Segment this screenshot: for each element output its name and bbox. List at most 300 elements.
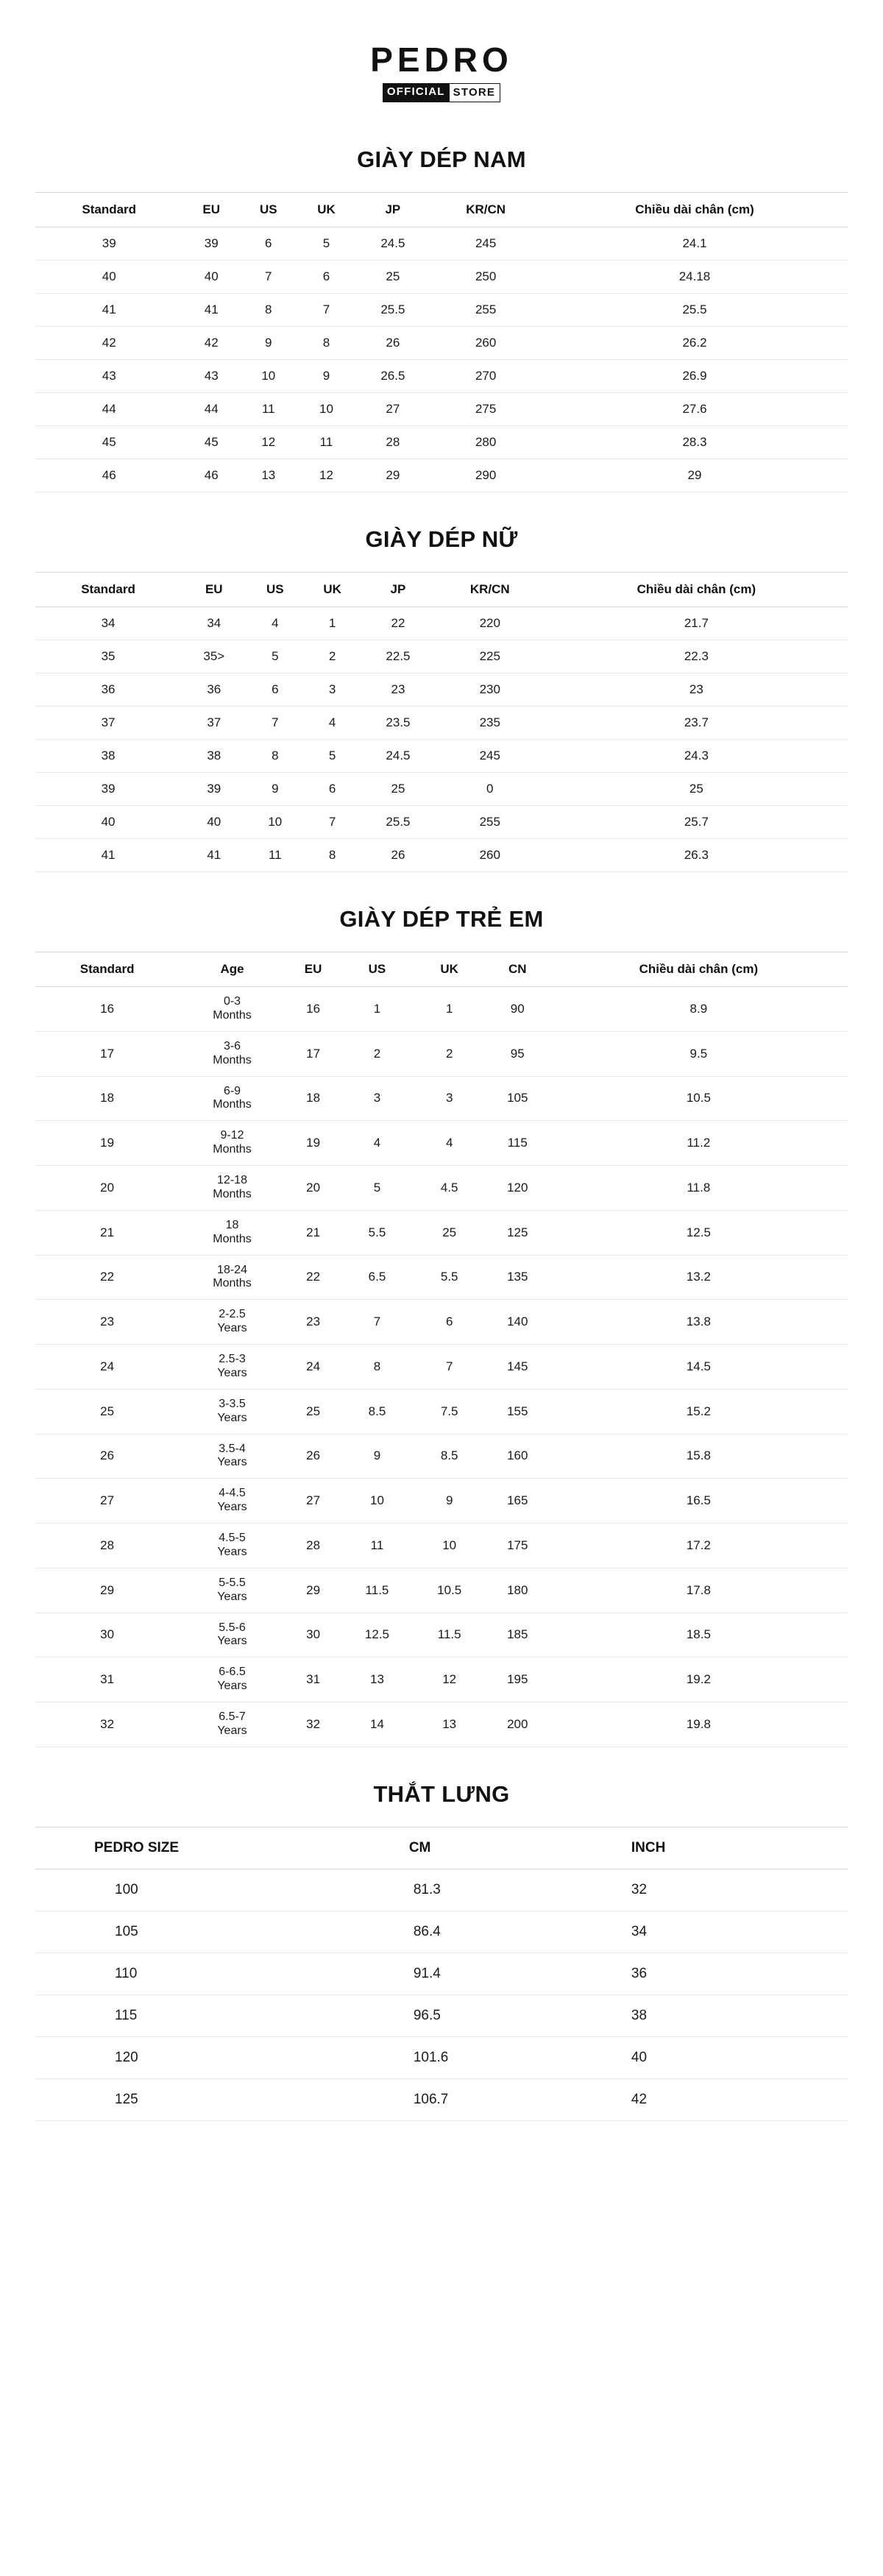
table-cell: 140	[486, 1300, 550, 1345]
table-cell: 125	[35, 2078, 409, 2120]
table-cell: 10	[240, 360, 297, 393]
table-cell: 22	[361, 607, 435, 640]
table-cell: 11.2	[550, 1121, 848, 1166]
table-cell: 3-3.5 Years	[179, 1389, 286, 1434]
table-row	[35, 1524, 848, 1568]
table-header-row	[35, 1827, 848, 1869]
col-header: EU	[286, 952, 341, 987]
table-cell: 26.5	[355, 360, 430, 393]
table-cell: 115	[486, 1121, 550, 1166]
table-cell: 42	[182, 327, 240, 360]
table-cell: 12	[297, 459, 356, 492]
table-cell: 17	[35, 1031, 179, 1076]
table-header-row	[35, 952, 848, 987]
table-cell: 43	[182, 360, 240, 393]
table-cell: 260	[430, 327, 542, 360]
table-cell: 36	[35, 673, 181, 707]
table-cell: 14	[341, 1702, 413, 1747]
table-cell: 40	[628, 2037, 848, 2078]
table-cell: 30	[35, 1613, 179, 1657]
table-cell: 91.4	[409, 1953, 628, 1995]
table-cell: 12-18 Months	[179, 1166, 286, 1211]
table-cell: 245	[430, 227, 542, 261]
table-cell: 22.3	[545, 640, 848, 673]
table-cell: 12.5	[341, 1613, 413, 1657]
table-cell: 9	[414, 1479, 486, 1524]
table-cell: 23	[35, 1300, 179, 1345]
table-cell: 6-9 Months	[179, 1076, 286, 1121]
col-header: JP	[361, 573, 435, 607]
table-cell: 28	[286, 1524, 341, 1568]
table-cell: 24.3	[545, 740, 848, 773]
table-cell: 7.5	[414, 1389, 486, 1434]
table-cell: 11.8	[550, 1166, 848, 1211]
table-cell: 5	[303, 740, 361, 773]
size-table-kids	[35, 952, 848, 1747]
col-header: UK	[297, 193, 356, 227]
table-cell: 18-24 Months	[179, 1255, 286, 1300]
table-cell: 16	[35, 987, 179, 1032]
table-cell: 15.8	[550, 1434, 848, 1479]
table-cell: 40	[35, 261, 182, 294]
table-cell: 18.5	[550, 1613, 848, 1657]
table-cell: 23	[286, 1300, 341, 1345]
table-cell: 31	[35, 1657, 179, 1702]
table-cell: 28.3	[542, 426, 848, 459]
table-cell: 180	[486, 1568, 550, 1613]
table-row	[35, 740, 848, 773]
brand-tagline-store: STORE	[450, 83, 500, 102]
col-header: Chiều dài chân (cm)	[545, 573, 848, 607]
table-cell: 30	[286, 1613, 341, 1657]
table-cell: 45	[35, 426, 182, 459]
table-cell: 19.8	[550, 1702, 848, 1747]
table-cell: 5	[247, 640, 303, 673]
table-cell: 105	[35, 1911, 409, 1953]
table-row	[35, 1210, 848, 1255]
table-cell: 3-6 Months	[179, 1031, 286, 1076]
table-cell: 26	[35, 1434, 179, 1479]
table-cell: 5.5	[341, 1210, 413, 1255]
table-cell: 96.5	[409, 1995, 628, 2037]
table-cell: 5	[341, 1166, 413, 1211]
col-header: PEDRO SIZE	[35, 1827, 409, 1869]
table-cell: 25.5	[361, 806, 435, 839]
table-cell: 280	[430, 426, 542, 459]
table-cell: 42	[628, 2078, 848, 2120]
table-cell: 0-3 Months	[179, 987, 286, 1032]
table-cell: 22	[286, 1255, 341, 1300]
table-cell: 8	[341, 1345, 413, 1390]
table-cell: 5-5.5 Years	[179, 1568, 286, 1613]
table-row	[35, 1434, 848, 1479]
table-cell: 37	[35, 707, 181, 740]
table-cell: 36	[628, 1953, 848, 1995]
table-cell: 255	[435, 806, 545, 839]
table-cell: 35>	[181, 640, 247, 673]
table-row	[35, 1300, 848, 1345]
table-body-kids	[35, 987, 848, 1747]
col-header: CM	[409, 1827, 628, 1869]
table-cell: 15.2	[550, 1389, 848, 1434]
table-row	[35, 1121, 848, 1166]
table-cell: 38	[35, 740, 181, 773]
table-cell: 3.5-4 Years	[179, 1434, 286, 1479]
table-cell: 250	[430, 261, 542, 294]
table-cell: 6	[240, 227, 297, 261]
size-table-men	[35, 192, 848, 492]
table-cell: 8	[303, 839, 361, 872]
table-row	[35, 673, 848, 707]
section-title-men: GIÀY DÉP NAM	[357, 146, 526, 172]
col-header: US	[247, 573, 303, 607]
table-cell: 46	[182, 459, 240, 492]
table-cell: 27.6	[542, 393, 848, 426]
table-cell: 17.2	[550, 1524, 848, 1568]
table-cell: 26.3	[545, 839, 848, 872]
col-header: JP	[355, 193, 430, 227]
table-cell: 260	[435, 839, 545, 872]
table-cell: 42	[35, 327, 182, 360]
table-row	[35, 607, 848, 640]
table-cell: 120	[35, 2037, 409, 2078]
col-header: KR/CN	[435, 573, 545, 607]
table-row	[35, 1389, 848, 1434]
table-cell: 12	[240, 426, 297, 459]
table-cell: 12.5	[550, 1210, 848, 1255]
table-cell: 2	[303, 640, 361, 673]
table-cell: 41	[35, 294, 182, 327]
table-cell: 4.5-5 Years	[179, 1524, 286, 1568]
table-cell: 9	[341, 1434, 413, 1479]
table-row	[35, 2037, 848, 2078]
table-cell: 26	[286, 1434, 341, 1479]
table-cell: 14.5	[550, 1345, 848, 1390]
table-cell: 7	[414, 1345, 486, 1390]
table-cell: 4-4.5 Years	[179, 1479, 286, 1524]
table-cell: 18 Months	[179, 1210, 286, 1255]
table-row	[35, 806, 848, 839]
table-cell: 39	[35, 227, 182, 261]
col-header: UK	[303, 573, 361, 607]
table-cell: 25	[414, 1210, 486, 1255]
table-cell: 1	[303, 607, 361, 640]
table-cell: 6	[297, 261, 356, 294]
table-row	[35, 1702, 848, 1747]
col-header: Standard	[35, 952, 179, 987]
table-cell: 41	[181, 839, 247, 872]
table-cell: 6	[247, 673, 303, 707]
table-cell: 26	[355, 327, 430, 360]
table-cell: 0	[435, 773, 545, 806]
table-cell: 6.5-7 Years	[179, 1702, 286, 1747]
table-cell: 24.18	[542, 261, 848, 294]
table-row	[35, 1657, 848, 1702]
table-cell: 24.5	[361, 740, 435, 773]
table-wrap-kids	[0, 952, 883, 1747]
table-cell: 21	[286, 1210, 341, 1255]
table-cell: 120	[486, 1166, 550, 1211]
table-cell: 8	[247, 740, 303, 773]
table-cell: 255	[430, 294, 542, 327]
table-cell: 11	[297, 426, 356, 459]
table-cell: 32	[35, 1702, 179, 1747]
table-cell: 18	[286, 1076, 341, 1121]
table-cell: 195	[486, 1657, 550, 1702]
table-row	[35, 987, 848, 1032]
table-cell: 125	[486, 1210, 550, 1255]
table-cell: 105	[486, 1076, 550, 1121]
table-cell: 45	[182, 426, 240, 459]
table-cell: 10	[414, 1524, 486, 1568]
table-row	[35, 1911, 848, 1953]
table-cell: 24.5	[355, 227, 430, 261]
table-cell: 28	[355, 426, 430, 459]
table-cell: 29	[286, 1568, 341, 1613]
table-cell: 145	[486, 1345, 550, 1390]
table-cell: 160	[486, 1434, 550, 1479]
table-cell: 3	[303, 673, 361, 707]
table-cell: 1	[341, 987, 413, 1032]
table-cell: 4	[414, 1121, 486, 1166]
table-cell: 20	[286, 1166, 341, 1211]
table-cell: 220	[435, 607, 545, 640]
table-cell: 225	[435, 640, 545, 673]
table-cell: 11.5	[414, 1613, 486, 1657]
section-title-women: GIÀY DÉP NỮ	[365, 526, 518, 552]
table-cell: 8.5	[341, 1389, 413, 1434]
table-cell: 185	[486, 1613, 550, 1657]
table-header-row	[35, 193, 848, 227]
table-cell: 40	[35, 806, 181, 839]
table-cell: 245	[435, 740, 545, 773]
table-row	[35, 261, 848, 294]
table-row	[35, 1076, 848, 1121]
col-header: Chiều dài chân (cm)	[542, 193, 848, 227]
table-cell: 40	[182, 261, 240, 294]
table-cell: 13	[240, 459, 297, 492]
table-cell: 44	[35, 393, 182, 426]
col-header: Standard	[35, 193, 182, 227]
table-cell: 25	[286, 1389, 341, 1434]
table-cell: 2.5-3 Years	[179, 1345, 286, 1390]
table-cell: 16	[286, 987, 341, 1032]
table-cell: 5.5	[414, 1255, 486, 1300]
table-cell: 22.5	[361, 640, 435, 673]
table-cell: 7	[297, 294, 356, 327]
table-cell: 13	[341, 1657, 413, 1702]
table-cell: 165	[486, 1479, 550, 1524]
col-header: CN	[486, 952, 550, 987]
table-header-row	[35, 573, 848, 607]
table-cell: 5	[297, 227, 356, 261]
table-cell: 25	[361, 773, 435, 806]
table-row	[35, 294, 848, 327]
table-cell: 34	[35, 607, 181, 640]
table-cell: 24	[35, 1345, 179, 1390]
table-cell: 19	[286, 1121, 341, 1166]
table-cell: 40	[181, 806, 247, 839]
table-cell: 18	[35, 1076, 179, 1121]
section-title-belt: THẮT LƯNG	[373, 1780, 510, 1807]
table-cell: 35	[35, 640, 181, 673]
table-cell: 106.7	[409, 2078, 628, 2120]
table-cell: 13	[414, 1702, 486, 1747]
table-row	[35, 1255, 848, 1300]
table-cell: 8	[297, 327, 356, 360]
table-cell: 5.5-6 Years	[179, 1613, 286, 1657]
table-row	[35, 1995, 848, 2037]
table-cell: 135	[486, 1255, 550, 1300]
table-cell: 26.2	[542, 327, 848, 360]
table-cell: 6	[303, 773, 361, 806]
table-row	[35, 459, 848, 492]
table-cell: 270	[430, 360, 542, 393]
table-cell: 38	[628, 1995, 848, 2037]
col-header: UK	[414, 952, 486, 987]
table-cell: 27	[35, 1479, 179, 1524]
table-cell: 25	[545, 773, 848, 806]
col-header: KR/CN	[430, 193, 542, 227]
table-cell: 7	[303, 806, 361, 839]
table-row	[35, 360, 848, 393]
table-cell: 29	[35, 1568, 179, 1613]
table-cell: 4	[247, 607, 303, 640]
table-cell: 39	[35, 773, 181, 806]
table-cell: 21	[35, 1210, 179, 1255]
table-cell: 7	[240, 261, 297, 294]
table-cell: 25.7	[545, 806, 848, 839]
table-cell: 34	[628, 1911, 848, 1953]
table-cell: 25	[35, 1389, 179, 1434]
table-cell: 23	[361, 673, 435, 707]
table-cell: 9	[240, 327, 297, 360]
table-row	[35, 640, 848, 673]
table-cell: 7	[247, 707, 303, 740]
table-cell: 81.3	[409, 1869, 628, 1911]
table-cell: 41	[35, 839, 181, 872]
brand-tagline-official: OFFICIAL	[383, 83, 450, 102]
table-cell: 9.5	[550, 1031, 848, 1076]
col-header: US	[240, 193, 297, 227]
table-cell: 23.7	[545, 707, 848, 740]
table-cell: 6-6.5 Years	[179, 1657, 286, 1702]
table-row	[35, 707, 848, 740]
table-cell: 7	[341, 1300, 413, 1345]
table-row	[35, 1869, 848, 1911]
table-cell: 28	[35, 1524, 179, 1568]
table-cell: 8.9	[550, 987, 848, 1032]
table-cell: 8	[240, 294, 297, 327]
col-header: Standard	[35, 573, 181, 607]
size-table-women	[35, 572, 848, 872]
table-cell: 13.2	[550, 1255, 848, 1300]
table-cell: 17	[286, 1031, 341, 1076]
table-cell: 12	[414, 1657, 486, 1702]
table-row	[35, 2078, 848, 2120]
table-cell: 2	[414, 1031, 486, 1076]
table-cell: 230	[435, 673, 545, 707]
brand-tagline	[383, 83, 500, 102]
table-row	[35, 1345, 848, 1390]
table-wrap-men	[0, 192, 883, 492]
table-cell: 21.7	[545, 607, 848, 640]
col-header: INCH	[628, 1827, 848, 1869]
table-cell: 3	[414, 1076, 486, 1121]
table-cell: 4	[341, 1121, 413, 1166]
table-cell: 26.9	[542, 360, 848, 393]
table-row	[35, 393, 848, 426]
table-cell: 86.4	[409, 1911, 628, 1953]
col-header: Chiều dài chân (cm)	[550, 952, 848, 987]
table-row	[35, 227, 848, 261]
table-cell: 9	[297, 360, 356, 393]
table-cell: 110	[35, 1953, 409, 1995]
table-cell: 22	[35, 1255, 179, 1300]
table-cell: 20	[35, 1166, 179, 1211]
table-wrap-women	[0, 572, 883, 872]
table-cell: 4.5	[414, 1166, 486, 1211]
table-cell: 43	[35, 360, 182, 393]
table-cell: 200	[486, 1702, 550, 1747]
col-header: US	[341, 952, 413, 987]
table-cell: 19.2	[550, 1657, 848, 1702]
table-cell: 290	[430, 459, 542, 492]
table-cell: 13.8	[550, 1300, 848, 1345]
table-cell: 9-12 Months	[179, 1121, 286, 1166]
table-cell: 4	[303, 707, 361, 740]
table-cell: 11	[341, 1524, 413, 1568]
table-cell: 9	[247, 773, 303, 806]
table-cell: 6.5	[341, 1255, 413, 1300]
table-cell: 24.1	[542, 227, 848, 261]
table-cell: 11	[240, 393, 297, 426]
table-cell: 10	[297, 393, 356, 426]
table-row	[35, 839, 848, 872]
table-row	[35, 1953, 848, 1995]
table-cell: 155	[486, 1389, 550, 1434]
table-cell: 23	[545, 673, 848, 707]
col-header: Age	[179, 952, 286, 987]
table-row	[35, 1568, 848, 1613]
table-cell: 8.5	[414, 1434, 486, 1479]
table-cell: 6	[414, 1300, 486, 1345]
table-cell: 32	[286, 1702, 341, 1747]
table-cell: 31	[286, 1657, 341, 1702]
table-cell: 27	[355, 393, 430, 426]
table-cell: 175	[486, 1524, 550, 1568]
table-row	[35, 426, 848, 459]
table-cell: 235	[435, 707, 545, 740]
table-wrap-belt	[0, 1827, 883, 2121]
table-cell: 24	[286, 1345, 341, 1390]
table-cell: 38	[181, 740, 247, 773]
table-cell: 10.5	[550, 1076, 848, 1121]
table-cell: 19	[35, 1121, 179, 1166]
table-cell: 32	[628, 1869, 848, 1911]
table-cell: 17.8	[550, 1568, 848, 1613]
col-header: EU	[182, 193, 240, 227]
table-cell: 2	[341, 1031, 413, 1076]
table-row	[35, 1613, 848, 1657]
table-row	[35, 1166, 848, 1211]
table-cell: 46	[35, 459, 182, 492]
table-cell: 10	[341, 1479, 413, 1524]
table-row	[35, 1479, 848, 1524]
table-cell: 25	[355, 261, 430, 294]
table-cell: 100	[35, 1869, 409, 1911]
table-cell: 29	[542, 459, 848, 492]
